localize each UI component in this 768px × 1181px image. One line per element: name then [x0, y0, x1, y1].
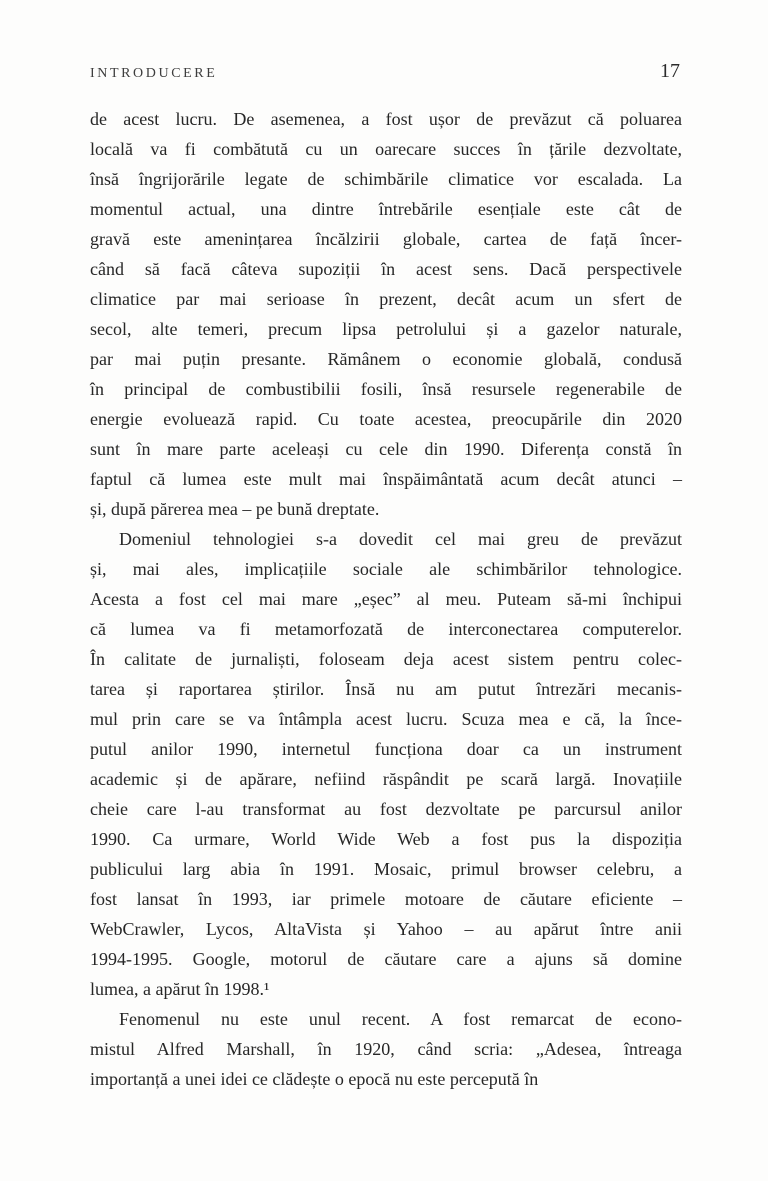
- text-line: În calitate de jurnaliști, foloseam deja acest sistem pentru colec-: [90, 649, 682, 669]
- text-line: Domeniul tehnologiei s-a dovedit cel mai greu de prevăzut: [119, 529, 682, 549]
- text-line: în principal de combustibilii fosili, însă resursele regenerabile de: [90, 379, 682, 399]
- text-line: 1990. Ca urmare, World Wide Web a fost pus la dispoziția: [90, 829, 682, 849]
- text-line: momentul actual, una dintre întrebările esențiale este cât de: [90, 199, 682, 219]
- text-line: cheie care l-au transformat au fost dezvoltate pe parcursul anilor: [90, 799, 682, 819]
- text-line: fost lansat în 1993, iar primele motoare de căutare eficiente –: [90, 889, 682, 909]
- text-line: tarea și raportarea știrilor. Însă nu am putut întrezări mecanis-: [90, 679, 682, 699]
- text-line: lumea, a apărut în 1998.¹: [90, 979, 270, 999]
- running-head: [90, 60, 680, 83]
- text-line: gravă este amenințarea încălzirii globale, cartea de față încer-: [90, 229, 682, 249]
- running-title: INTRODUCERE: [90, 66, 218, 81]
- text-line: climatice par mai serioase în prezent, decât acum un sfert de: [90, 289, 682, 309]
- page-number: 17: [660, 60, 680, 82]
- text-line: locală va fi combătută cu un oarecare succes în țările dezvoltate,: [90, 139, 682, 159]
- text-line: însă îngrijorările legate de schimbările climatice vor escalada. La: [90, 169, 682, 189]
- text-line: și, după părerea mea – pe bună dreptate.: [90, 499, 380, 519]
- text-line: WebCrawler, Lycos, AltaVista și Yahoo – au apărut între anii: [90, 919, 682, 939]
- text-line: sunt în mare parte aceleași cu cele din 1990. Diferența constă în: [90, 439, 682, 459]
- paragraph: [90, 524, 682, 1004]
- text-line: 1994-1995. Google, motorul de căutare care a ajuns să domine: [90, 949, 682, 969]
- text-line: mistul Alfred Marshall, în 1920, când scria: „Adesea, întreaga: [90, 1039, 682, 1059]
- text-column: [90, 104, 682, 1094]
- text-line: publicului larg abia în 1991. Mosaic, primul browser celebru, a: [90, 859, 682, 879]
- text-line: energie evoluează rapid. Cu toate acestea, preocupările din 2020: [90, 409, 682, 429]
- text-line: Fenomenul nu este unul recent. A fost remarcat de econo-: [119, 1009, 682, 1029]
- paragraph: [90, 104, 682, 524]
- text-line: faptul că lumea este mult mai înspăimântată acum decât atunci –: [90, 469, 682, 489]
- text-line: când să facă câteva supoziții în acest sens. Dacă perspectivele: [90, 259, 682, 279]
- text-line: Acesta a fost cel mai mare „eșec” al meu. Puteam să-mi închipui: [90, 589, 682, 609]
- text-line: par mai puțin presante. Rămânem o economie globală, condusă: [90, 349, 682, 369]
- text-line: că lumea va fi metamorfozată de interconectarea computerelor.: [90, 619, 682, 639]
- text-line: secol, alte temeri, precum lipsa petrolului și a gazelor naturale,: [90, 319, 682, 339]
- text-line: de acest lucru. De asemenea, a fost ușor de prevăzut că poluarea: [90, 109, 682, 129]
- text-line: mul prin care se va întâmpla acest lucru. Scuza mea e că, la înce-: [90, 709, 682, 729]
- text-line: și, mai ales, implicațiile sociale ale schimbărilor tehnologice.: [90, 559, 682, 579]
- text-line: putul anilor 1990, internetul funcționa doar ca un instrument: [90, 739, 682, 759]
- text-line: academic și de apărare, nefiind răspândit pe scară largă. Inovațiile: [90, 769, 682, 789]
- paragraph: [90, 1004, 682, 1094]
- text-line: importanță a unei idei ce clădește o epocă nu este percepută în: [90, 1069, 539, 1089]
